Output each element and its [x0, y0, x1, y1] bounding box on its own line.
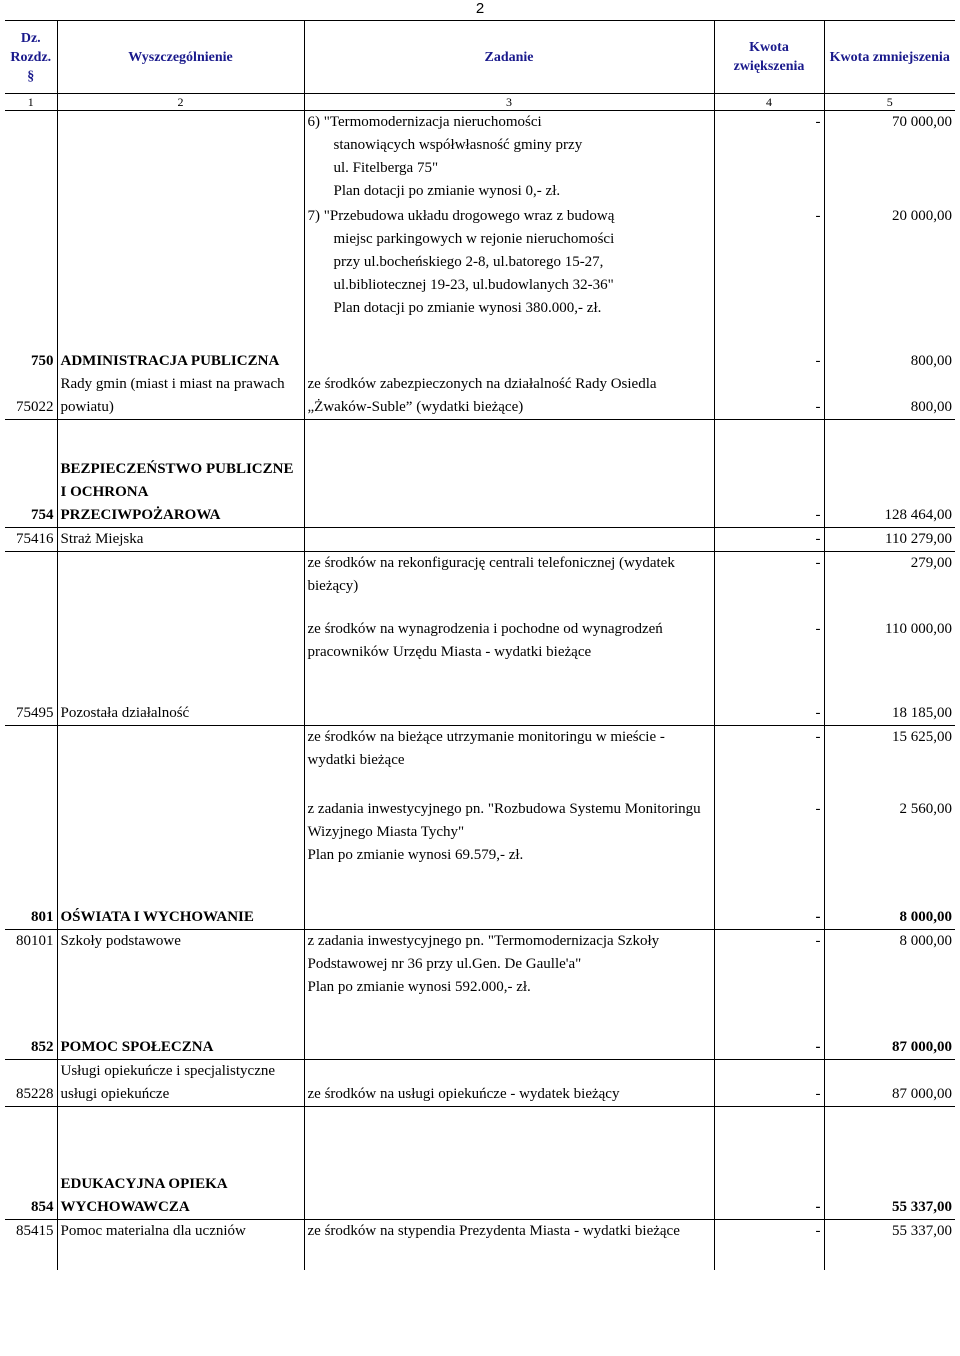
amount-decrease: 70 000,00	[892, 114, 952, 130]
section-code: 750	[5, 327, 57, 373]
header-kwota-zmniejszenia: Kwota zmniejszenia	[824, 21, 955, 94]
amount-increase: -	[714, 702, 824, 726]
amount-decrease: 110 279,00	[824, 528, 955, 552]
table-row	[5, 528, 955, 552]
task-text: ze środków zabezpieczonych na działalność Rady Osiedla „Żwaków-Suble” (wydatki bieżące)	[304, 373, 714, 420]
task-text: 6) "Termomodernizacja nieruchomości stanowiących współwłasność gminy przy ul. Fitelberga 75" Plan dotacji po zmianie wynosi 0,- zł.	[304, 111, 714, 206]
task-text: ze środków na stypendia Prezydenta Miasta - wydatki bieżące	[304, 1220, 714, 1271]
chapter-code: 80101	[5, 930, 57, 1037]
col-number: 3	[304, 94, 714, 111]
chapter-name: Szkoły podstawowe	[57, 930, 304, 1037]
amount-increase: -	[714, 458, 824, 528]
amount-decrease: 55 337,00	[824, 1173, 955, 1220]
section-name: BEZPIECZEŃSTWO PUBLICZNE I OCHRONA PRZECIWPOŻAROWA	[57, 458, 304, 528]
chapter-name: Straż Miejska	[57, 528, 304, 552]
section-name: POMOC SPOŁECZNA	[57, 1036, 304, 1060]
amount-increase: -	[714, 1060, 824, 1107]
chapter-code: 75495	[5, 702, 57, 726]
table-row	[5, 1060, 955, 1107]
table-row-section	[5, 327, 955, 373]
amount-decrease: 15 625,00	[892, 729, 952, 745]
task-text: ze środków na usługi opiekuńcze - wydatek bieżący	[304, 1060, 714, 1107]
chapter-code: 85415	[5, 1220, 57, 1271]
section-code: 854	[5, 1173, 57, 1220]
amount-increase: -	[714, 528, 824, 552]
task-text: z zadania inwestycyjnego pn. "Rozbudowa Systemu Monitoringu Wizyjnego Miasta Tychy" Plan po zmianie wynosi 69.579,- zł.	[304, 798, 714, 906]
header-zadanie: Zadanie	[304, 21, 714, 94]
table-row	[5, 111, 955, 206]
amount-increase: -	[714, 930, 824, 1037]
table-row	[5, 618, 955, 702]
chapter-name: Usługi opiekuńcze i specjalistyczne usługi opiekuńcze	[57, 1060, 304, 1107]
table-row	[5, 930, 955, 1037]
col-number: 4	[714, 94, 824, 111]
table-row	[5, 552, 955, 619]
section-name: OŚWIATA I WYCHOWANIE	[57, 906, 304, 930]
chapter-name: Pozostała działalność	[57, 702, 304, 726]
header-wyszczegolnienie: Wyszczególnienie	[57, 21, 304, 94]
chapter-name: Rady gmin (miast i miast na prawach powiatu)	[57, 373, 304, 420]
amount-decrease: 55 337,00	[892, 1223, 952, 1239]
header-dz: Dz. Rozdz. §	[5, 21, 57, 94]
amount-increase: -	[714, 205, 824, 327]
table-row	[5, 1220, 955, 1271]
amount-increase: -	[714, 111, 824, 206]
table-row-section	[5, 1036, 955, 1060]
amount-decrease: 110 000,00	[885, 621, 952, 637]
task-text: 7) "Przebudowa układu drogowego wraz z budową miejsc parkingowych w rejonie nieruchomości przy ul.bocheńskiego 2-8, ul.batorego 15-27, ul.bibliotecznej 19-23, ul.budowlanych 32-36" Plan dotacji po zmianie wynosi 380.000,- zł.	[304, 205, 714, 327]
header-kwota-zwiekszenia: Kwota zwiększenia	[714, 21, 824, 94]
amount-decrease: 128 464,00	[824, 458, 955, 528]
section-code: 852	[5, 1036, 57, 1060]
table-row-section	[5, 1173, 955, 1220]
amount-decrease: 87 000,00	[824, 1060, 955, 1107]
amount-decrease: 87 000,00	[824, 1036, 955, 1060]
amount-decrease: 800,00	[910, 353, 952, 369]
col-number: 1	[5, 94, 57, 111]
table-row	[5, 702, 955, 726]
amount-decrease: 8 000,00	[899, 933, 952, 949]
amount-increase: -	[714, 327, 824, 373]
task-text: ze środków na rekonfigurację centrali telefonicznej (wydatek bieżący)	[304, 552, 714, 619]
budget-table	[5, 20, 955, 1270]
task-text: ze środków na bieżące utrzymanie monitoringu w mieście - wydatki bieżące	[304, 726, 714, 799]
amount-increase: -	[714, 618, 824, 702]
task-text: ze środków na wynagrodzenia i pochodne od wynagrodzeń pracowników Urzędu Miasta - wydatki bieżące	[304, 618, 714, 702]
task-text: z zadania inwestycyjnego pn. "Termomodernizacja Szkoły Podstawowej nr 36 przy ul.Gen. De Gaulle'a" Plan po zmianie wynosi 592.000,- zł.	[304, 930, 714, 1037]
section-code: 754	[5, 458, 57, 528]
amount-increase: -	[714, 726, 824, 799]
amount-decrease: 2 560,00	[899, 801, 952, 817]
table-row	[5, 798, 955, 906]
col-number: 5	[824, 94, 955, 111]
section-name: EDUKACYJNA OPIEKA WYCHOWAWCZA	[57, 1173, 304, 1220]
amount-increase: -	[714, 1036, 824, 1060]
chapter-code: 75022	[5, 373, 57, 420]
chapter-code: 75416	[5, 528, 57, 552]
table-row	[5, 726, 955, 799]
amount-increase: -	[714, 373, 824, 420]
amount-increase: -	[714, 552, 824, 619]
amount-decrease: 18 185,00	[824, 702, 955, 726]
table-row	[5, 205, 955, 327]
amount-decrease: 279,00	[910, 555, 952, 571]
amount-increase: -	[714, 906, 824, 930]
section-name: ADMINISTRACJA PUBLICZNA	[57, 327, 304, 373]
table-row	[5, 373, 955, 420]
amount-decrease: 20 000,00	[892, 208, 952, 224]
table-row-section	[5, 458, 955, 528]
section-code: 801	[5, 906, 57, 930]
amount-decrease: 8 000,00	[824, 906, 955, 930]
amount-decrease: 800,00	[824, 373, 955, 420]
chapter-name: Pomoc materialna dla uczniów	[57, 1220, 304, 1271]
chapter-code: 85228	[5, 1060, 57, 1107]
table-row-section	[5, 906, 955, 930]
col-number: 2	[57, 94, 304, 111]
amount-increase: -	[714, 1220, 824, 1271]
amount-increase: -	[714, 798, 824, 906]
amount-increase: -	[714, 1173, 824, 1220]
page-number: 2	[475, 0, 485, 17]
